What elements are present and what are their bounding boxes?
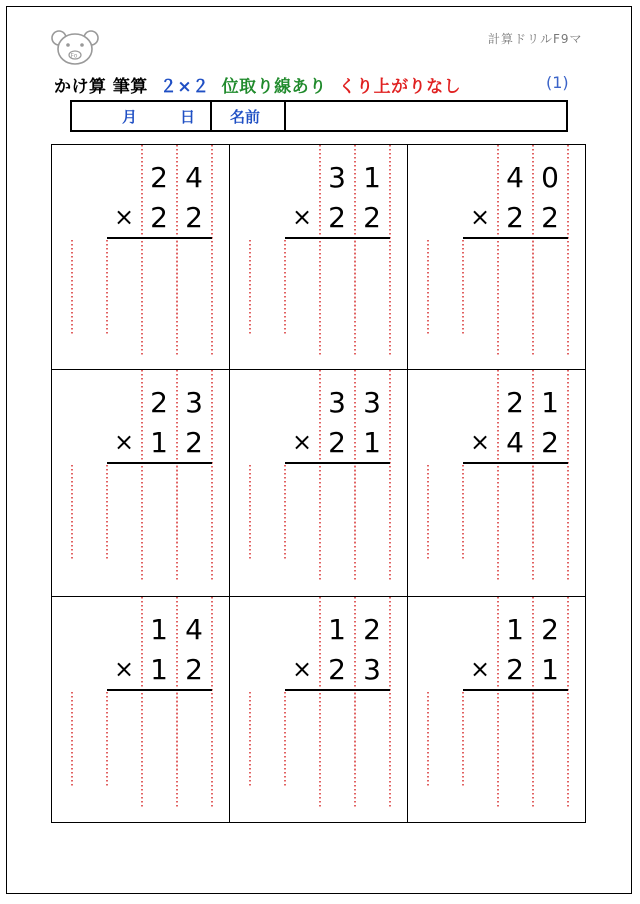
multiplier-digit: 3 [363, 653, 381, 686]
multiply-sign: × [469, 655, 491, 683]
title-no-carry: くり上がりなし [338, 77, 462, 97]
svg-text:Fo: Fo [70, 52, 78, 60]
problem-cell [407, 144, 586, 370]
month-label: 月 [122, 108, 138, 126]
bear-logo-icon [50, 29, 100, 67]
problem-cell [229, 369, 408, 597]
multiplicand-digit: 2 [150, 161, 168, 194]
brand-label: 計算ドリルF9マ [488, 32, 583, 46]
multiplier-digit: 2 [185, 426, 203, 459]
multiplier-digit: 1 [363, 426, 381, 459]
multiplicand-digit: 4 [506, 161, 524, 194]
title-guide-lines: 位取り線あり [221, 77, 327, 97]
multiplicand-digit: 3 [328, 386, 346, 419]
multiplicand-digit: 4 [185, 613, 203, 646]
multiplicand-digit: 3 [328, 161, 346, 194]
multiplicand-digit: 0 [541, 161, 559, 194]
multiply-sign: × [113, 203, 135, 231]
problem-cell [51, 369, 230, 597]
multiplicand-digit: 1 [506, 613, 524, 646]
multiplier-digit: 2 [506, 653, 524, 686]
problem-grid [51, 144, 586, 823]
problem-cell [229, 596, 408, 823]
multiplier-digit: 2 [328, 426, 346, 459]
problem-cell [51, 596, 230, 823]
multiplier-digit: 1 [150, 426, 168, 459]
multiplicand-digit: 2 [506, 386, 524, 419]
date-name-bar [70, 100, 568, 132]
multiplicand-digit: 1 [363, 161, 381, 194]
multiply-sign: × [113, 428, 135, 456]
multiplier-digit: 1 [541, 653, 559, 686]
multiplicand-digit: 3 [185, 386, 203, 419]
day-label: 日 [180, 108, 196, 126]
problem-cell [407, 369, 586, 597]
multiplier-digit: 2 [150, 201, 168, 234]
multiplicand-digit: 1 [150, 613, 168, 646]
problem-cell [51, 144, 230, 370]
name-bar-divider [284, 102, 286, 130]
multiplier-digit: 2 [185, 201, 203, 234]
multiplier-digit: 2 [541, 201, 559, 234]
multiplier-digit: 2 [363, 201, 381, 234]
worksheet-title [54, 72, 461, 97]
multiplier-digit: 4 [506, 426, 524, 459]
multiplier-digit: 2 [328, 201, 346, 234]
multiply-sign: × [291, 655, 313, 683]
name-label: 名前 [230, 108, 261, 126]
multiplier-digit: 2 [328, 653, 346, 686]
multiply-sign: × [113, 655, 135, 683]
multiplier-digit: 2 [185, 653, 203, 686]
multiplier-digit: 2 [541, 426, 559, 459]
multiplicand-digit: 2 [541, 613, 559, 646]
multiplier-digit: 2 [506, 201, 524, 234]
multiply-sign: × [291, 203, 313, 231]
multiplicand-digit: 2 [363, 613, 381, 646]
multiplicand-digit: 2 [150, 386, 168, 419]
multiply-sign: × [469, 428, 491, 456]
problem-cell [407, 596, 586, 823]
name-bar-divider [210, 102, 212, 130]
multiply-sign: × [469, 203, 491, 231]
multiplicand-digit: 4 [185, 161, 203, 194]
title-digits: ２×２ [159, 77, 210, 97]
problem-cell [229, 144, 408, 370]
title-topic: かけ算 筆算 [54, 77, 148, 97]
multiplicand-digit: 3 [363, 386, 381, 419]
multiplicand-digit: 1 [541, 386, 559, 419]
multiplier-digit: 1 [150, 653, 168, 686]
multiplicand-digit: 1 [328, 613, 346, 646]
multiply-sign: × [291, 428, 313, 456]
sheet-number: (1) [546, 73, 569, 92]
